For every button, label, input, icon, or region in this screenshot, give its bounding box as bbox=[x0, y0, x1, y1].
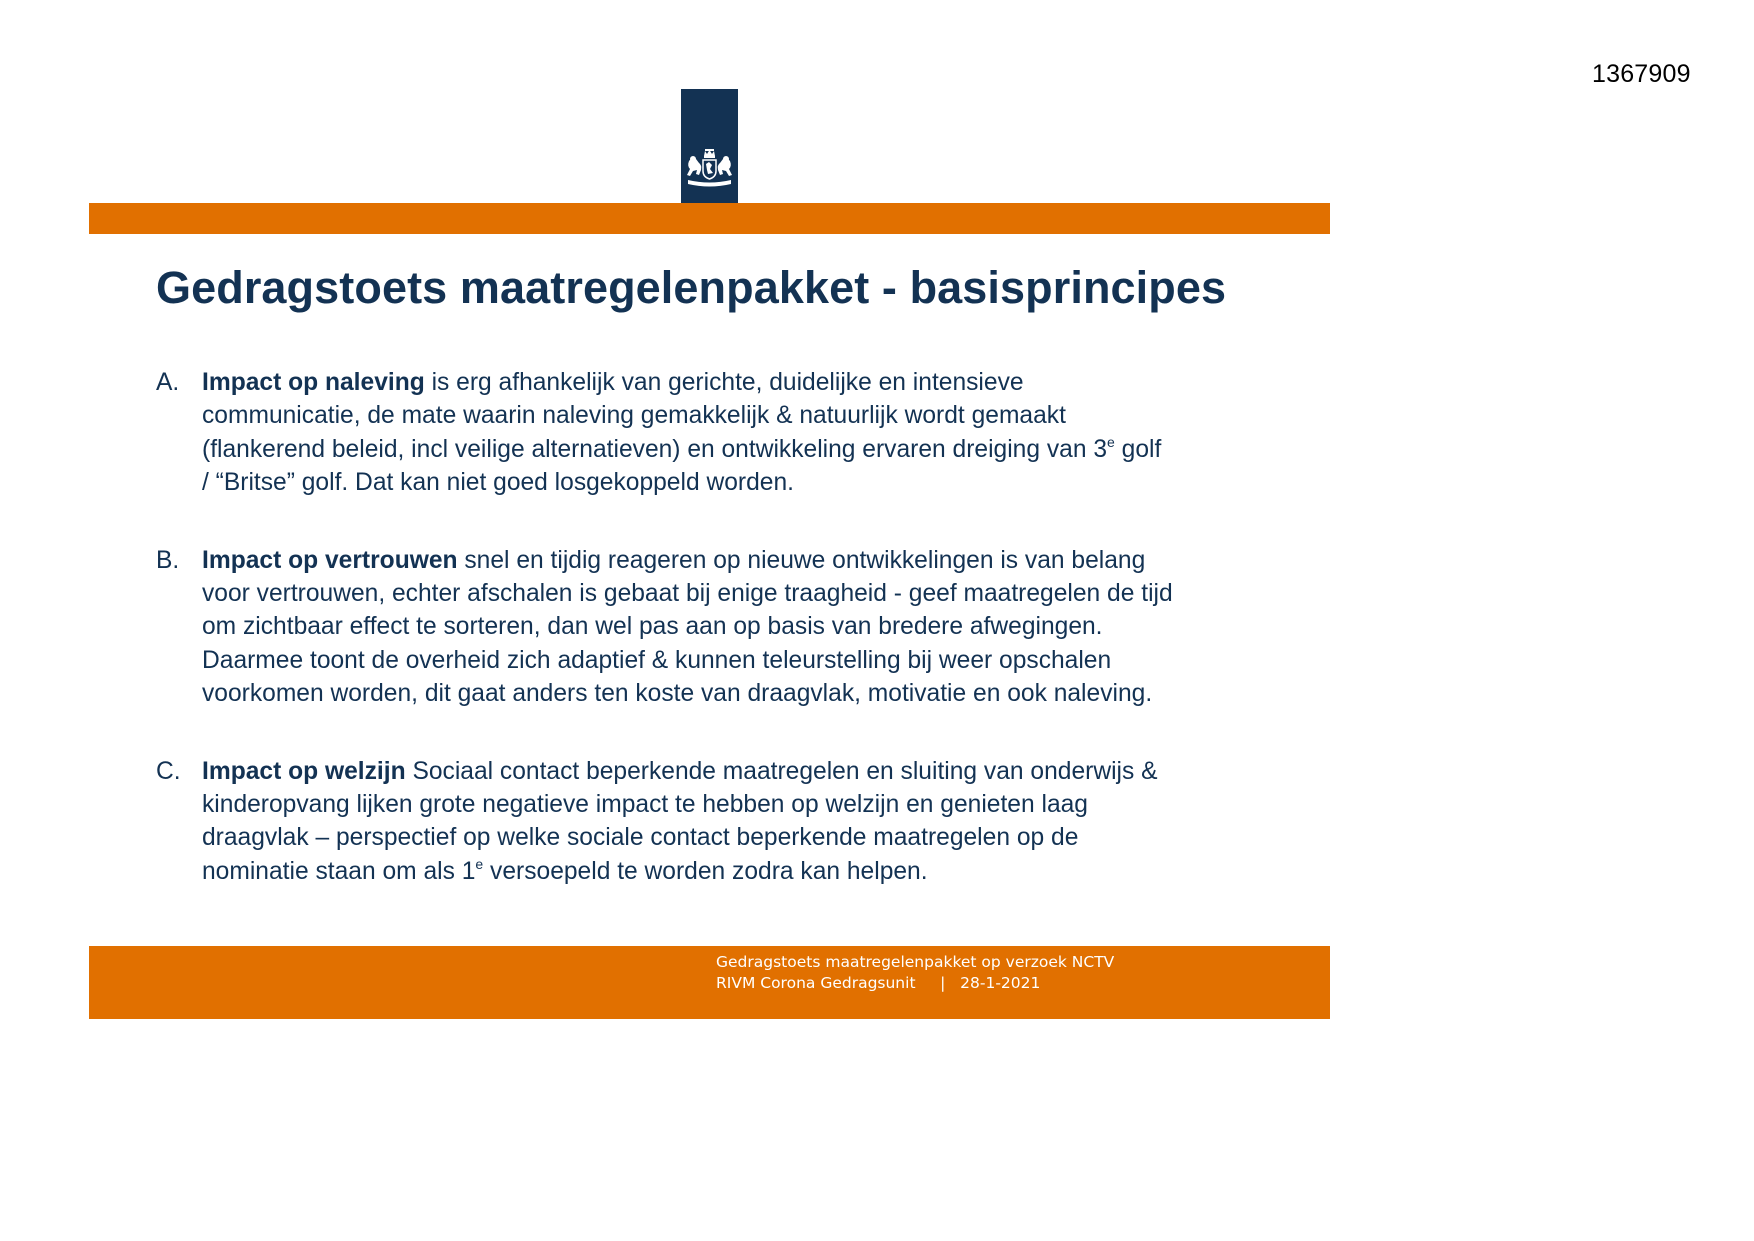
item-heading: Impact op welzijn bbox=[202, 757, 406, 785]
item-text: versoepeld te worden zodra kan helpen. bbox=[483, 857, 928, 885]
footer-text bbox=[716, 952, 1114, 994]
item-line bbox=[202, 755, 1316, 788]
item-heading: Impact op vertrouwen bbox=[202, 546, 458, 574]
item-line: Daarmee toont de overheid zich adaptief & kunnen teleurstelling bij weer opschalen bbox=[202, 646, 1112, 674]
item-line: om zichtbaar effect te sorteren, dan wel pas aan op basis van bredere afwegingen. bbox=[202, 613, 1103, 641]
document-id: 1367909 bbox=[1592, 60, 1691, 88]
item-text: Sociaal contact beperkende maatregelen en sluiting van onderwijs & bbox=[405, 757, 1158, 785]
item-text: (flankerend beleid, incl veilige alternatieven) en ontwikkeling ervaren dreiging van 3 bbox=[202, 435, 1108, 463]
principle-item-a bbox=[156, 366, 1316, 500]
item-line bbox=[202, 544, 1316, 577]
item-text: snel en tijdig reageren op nieuwe ontwikkelingen is van belang bbox=[457, 546, 1146, 574]
principles-list bbox=[156, 366, 1316, 888]
superscript: e bbox=[1107, 433, 1115, 450]
item-letter: B. bbox=[156, 546, 180, 574]
item-text: nominatie staan om als 1 bbox=[202, 857, 476, 885]
item-letter: A. bbox=[156, 369, 180, 396]
item-line: voor vertrouwen, echter afschalen is gebaat bij enige traagheid - geef maatregelen de tijd bbox=[202, 580, 1173, 608]
item-text: golf bbox=[1114, 435, 1162, 463]
item-letter: C. bbox=[156, 757, 181, 785]
header-accent-bar bbox=[89, 203, 1330, 234]
item-line bbox=[202, 433, 1316, 466]
superscript: e bbox=[475, 855, 484, 872]
footer-line-2: RIVM Corona Gedragsunit | 28-1-2021 bbox=[716, 974, 1041, 992]
item-line: draagvlak – perspectief op welke sociale contact beperkende maatregelen op de bbox=[202, 824, 1079, 852]
item-line bbox=[202, 855, 1316, 888]
item-line bbox=[202, 366, 1316, 399]
footer-bar bbox=[89, 946, 1330, 1019]
slide-title: Gedragstoets maatregelenpakket - basisprincipes bbox=[156, 262, 1227, 313]
coat-of-arms-icon bbox=[684, 147, 735, 189]
item-heading: Impact op naleving bbox=[202, 369, 425, 396]
principle-item-c bbox=[156, 755, 1316, 889]
item-text: is erg afhankelijk van gerichte, duidelijke en intensieve bbox=[424, 369, 1024, 396]
principle-item-b bbox=[156, 544, 1316, 711]
item-line: communicatie, de mate waarin naleving gemakkelijk & natuurlijk wordt gemaakt bbox=[202, 402, 1066, 430]
slide bbox=[89, 0, 1330, 1020]
item-line: kinderopvang lijken grote negatieve impact te hebben op welzijn en genieten laag bbox=[202, 791, 1088, 819]
footer-line-1: Gedragstoets maatregelenpakket op verzoek NCTV bbox=[716, 953, 1115, 971]
government-logo bbox=[681, 89, 738, 203]
item-line: voorkomen worden, dit gaat anders ten koste van draagvlak, motivatie en ook naleving. bbox=[202, 680, 1153, 708]
item-line: / “Britse” golf. Dat kan niet goed losgekoppeld worden. bbox=[202, 469, 794, 497]
